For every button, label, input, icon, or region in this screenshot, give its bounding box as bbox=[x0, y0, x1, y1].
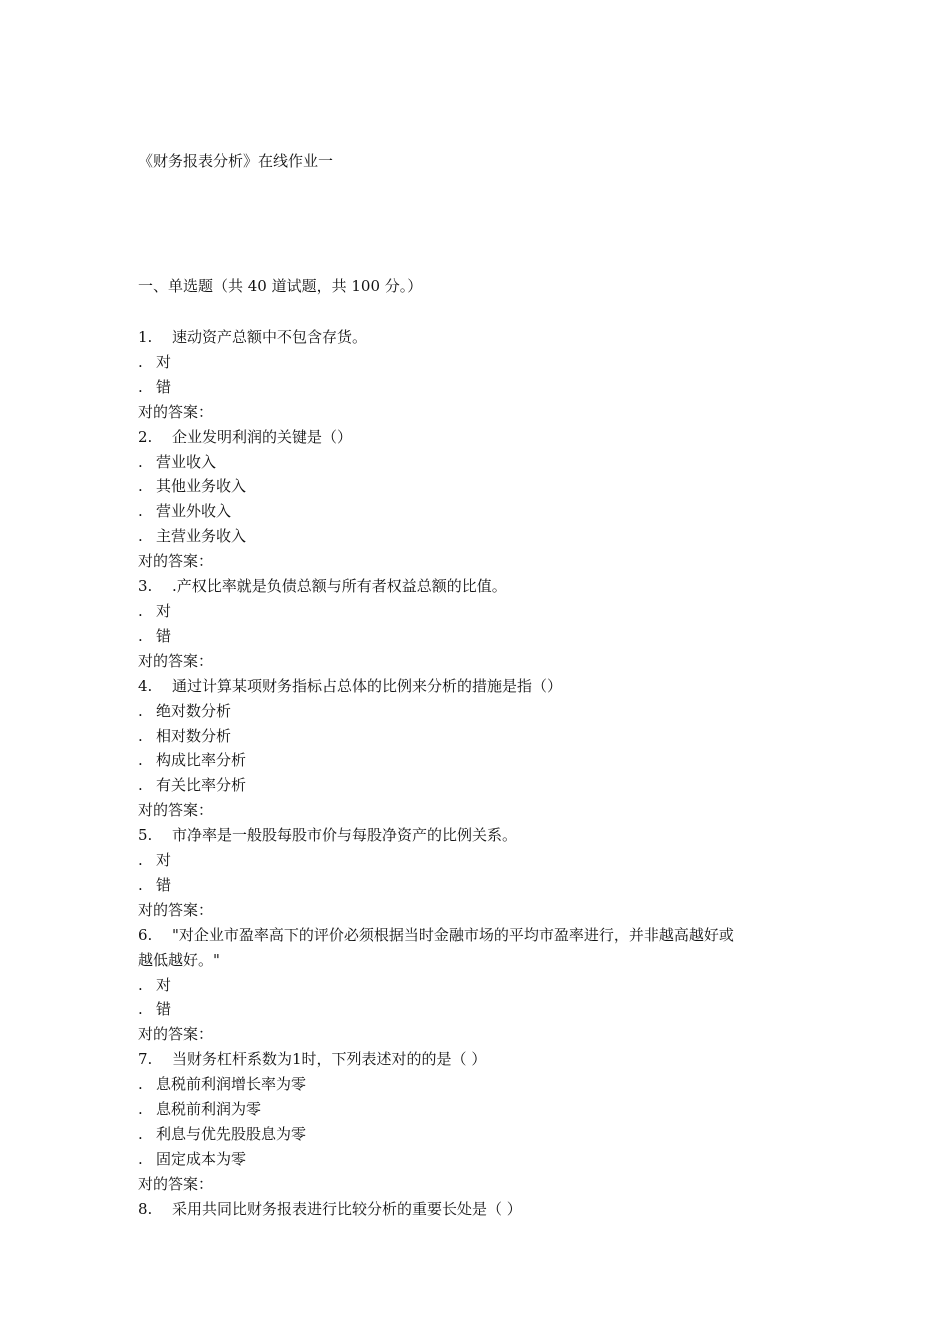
question-number: 7. bbox=[138, 1050, 153, 1069]
answer-label: 对的答案： bbox=[138, 651, 214, 670]
answer-label: 对的答案： bbox=[138, 402, 214, 421]
question-number: 4. bbox=[138, 676, 153, 695]
option[interactable]: . 构成比率分析 bbox=[138, 751, 247, 770]
answer-label: 对的答案： bbox=[138, 900, 214, 919]
question-text: "对企业市盈率高下的评价必须根据当时金融市场的平均市盈率进行，并非越高越好或 bbox=[172, 925, 734, 944]
option[interactable]: . 绝对数分析 bbox=[138, 701, 232, 720]
question-text: 当财务杠杆系数为1时，下列表述对的的是（ ） bbox=[172, 1050, 487, 1069]
answer-label: 对的答案： bbox=[138, 1025, 214, 1044]
option[interactable]: . 主营业务收入 bbox=[138, 527, 247, 546]
question-text: 通过计算某项财务指标占总体的比例来分析的措施是指（） bbox=[172, 676, 563, 695]
question-number: 6. bbox=[138, 925, 153, 944]
option[interactable]: . 有关比率分析 bbox=[138, 776, 247, 795]
question-4 bbox=[138, 674, 818, 699]
option[interactable]: . 营业外收入 bbox=[138, 502, 232, 521]
option[interactable]: . 错 bbox=[138, 875, 172, 894]
option[interactable]: . 息税前利润增长率为零 bbox=[138, 1075, 307, 1094]
option[interactable]: . 其他业务收入 bbox=[138, 477, 247, 496]
question-number: 3. bbox=[138, 577, 153, 596]
question-1 bbox=[138, 325, 818, 350]
question-number: 2. bbox=[138, 427, 153, 446]
question-6 bbox=[138, 923, 818, 948]
option[interactable]: . 对 bbox=[138, 851, 172, 870]
question-list bbox=[138, 325, 818, 1222]
question-3 bbox=[138, 574, 818, 599]
question-2 bbox=[138, 425, 818, 450]
question-text: .产权比率就是负债总额与所有者权益总额的比值。 bbox=[172, 577, 507, 596]
option[interactable]: . 息税前利润为零 bbox=[138, 1100, 262, 1119]
question-7 bbox=[138, 1047, 818, 1072]
option[interactable]: . 对 bbox=[138, 352, 172, 371]
question-text: 采用共同比财务报表进行比较分析的重要长处是（ ） bbox=[172, 1199, 522, 1218]
answer-label: 对的答案： bbox=[138, 801, 214, 820]
section-heading: 一、单选题（共 40 道试题，共 100 分。） bbox=[138, 277, 423, 295]
option[interactable]: . 对 bbox=[138, 601, 172, 620]
question-text: 市净率是一般股每股市价与每股净资产的比例关系。 bbox=[172, 826, 518, 845]
question-number: 8. bbox=[138, 1199, 153, 1218]
option[interactable]: . 对 bbox=[138, 975, 172, 994]
option[interactable]: . 错 bbox=[138, 1000, 172, 1019]
question-text: 企业发明利润的关键是（） bbox=[172, 427, 353, 446]
question-8 bbox=[138, 1197, 818, 1222]
question-5 bbox=[138, 823, 818, 848]
option[interactable]: . 固定成本为零 bbox=[138, 1149, 247, 1168]
answer-label: 对的答案： bbox=[138, 1174, 214, 1193]
question-6-continuation: 越低越好。" bbox=[138, 950, 220, 969]
option[interactable]: . 营业收入 bbox=[138, 452, 217, 471]
document-title: 《财务报表分析》在线作业一 bbox=[138, 152, 334, 170]
option[interactable]: . 错 bbox=[138, 626, 172, 645]
question-text: 速动资产总额中不包含存货。 bbox=[172, 328, 368, 346]
option[interactable]: . 相对数分析 bbox=[138, 726, 232, 745]
question-number: 1. bbox=[138, 328, 153, 346]
option[interactable]: . 利息与优先股股息为零 bbox=[138, 1125, 307, 1143]
option[interactable]: . 错 bbox=[138, 377, 172, 396]
question-number: 5. bbox=[138, 826, 153, 845]
answer-label: 对的答案： bbox=[138, 552, 214, 571]
